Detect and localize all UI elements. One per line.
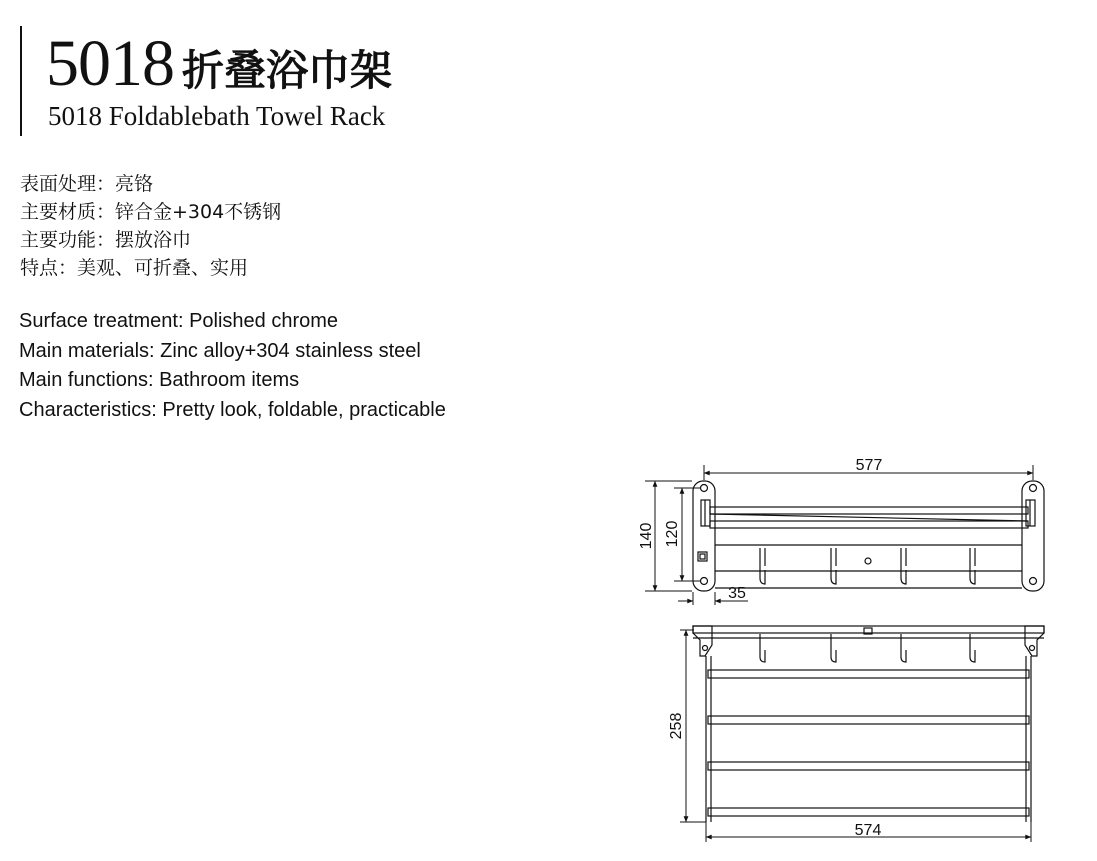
- spec-item-features-zh: 特点：美观、可折叠、实用: [20, 257, 249, 279]
- dim-140-label: 140: [638, 522, 655, 550]
- dim-574-label: 574: [854, 822, 882, 839]
- spec-item-features-en: Characteristics: Pretty look, foldable, practicable: [19, 398, 446, 421]
- product-title-zh: 折叠浴巾架: [182, 46, 393, 95]
- front-hooks: [760, 548, 975, 584]
- dim-577-label: 577: [855, 457, 883, 474]
- top-wall-plate: [693, 626, 1044, 633]
- spec-item-surface-zh: 表面处理：亮铬: [20, 173, 154, 195]
- front-shelf-tube-upper: [710, 507, 1028, 514]
- spec-item-material-zh: 主要材质：锌合金+304不锈钢: [20, 201, 282, 223]
- front-center-screw: [865, 558, 871, 564]
- towel-bar-2: [708, 716, 1029, 724]
- product-title-en: 5018 Foldablebath Towel Rack: [48, 101, 386, 131]
- spec-item-function-zh: 主要功能：摆放浴巾: [20, 229, 192, 251]
- model-number: 5018: [46, 27, 174, 100]
- front-shelf-tube-lower: [710, 521, 1028, 528]
- spec-item-surface-en: Surface treatment: Polished chrome: [19, 310, 339, 332]
- front-right-screw-top: [1030, 485, 1037, 492]
- towel-bar-3: [708, 762, 1029, 770]
- towel-bar-1: [708, 670, 1029, 678]
- top-view-drawing: [693, 626, 1044, 822]
- top-right-bracket: [1025, 626, 1044, 656]
- spec-item-material-en: Main materials: Zinc alloy+304 stainless steel: [19, 339, 421, 362]
- front-left-bracket: [693, 481, 715, 591]
- brand-logo-icon: [698, 552, 707, 561]
- towel-bar-4: [708, 808, 1029, 816]
- front-right-screw-bottom: [1030, 578, 1037, 585]
- dim-120-label: 120: [664, 520, 681, 548]
- front-view-drawing: [693, 481, 1044, 591]
- front-left-screw-top: [701, 485, 708, 492]
- front-left-screw-bottom: [701, 578, 708, 585]
- spec-item-function-en: Main functions: Bathroom items: [19, 369, 300, 391]
- dim-258-label: 258: [668, 712, 685, 740]
- top-view-dimensions: [680, 630, 1031, 842]
- front-right-bracket: [1022, 481, 1044, 591]
- dim-35-label: 35: [728, 585, 746, 602]
- top-left-bracket: [693, 626, 712, 656]
